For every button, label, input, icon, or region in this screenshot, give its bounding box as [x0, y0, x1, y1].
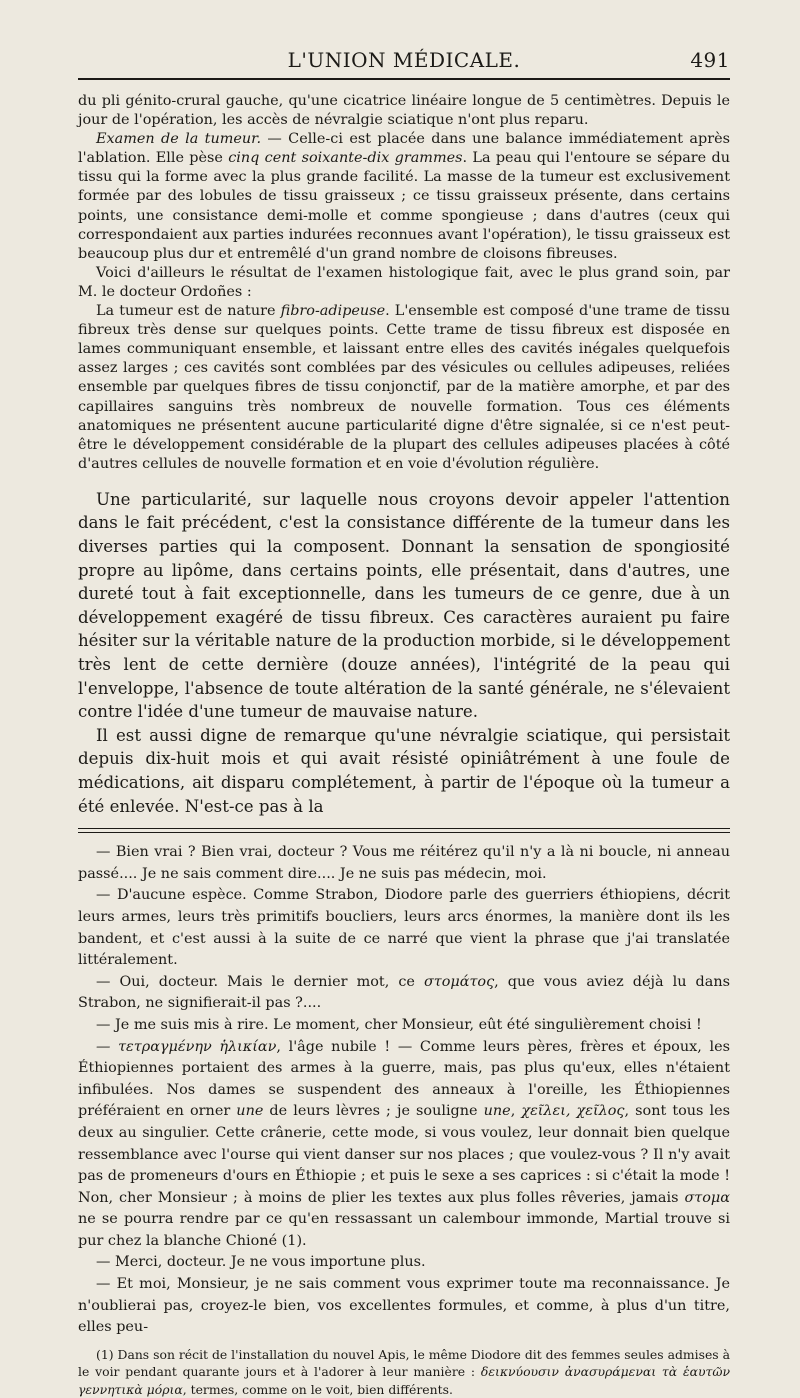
dialogue-paragraph: — D'aucune espèce. Comme Strabon, Diodore parle des guerriers éthiopiens, décrit leurs armes, leurs très primitifs boucliers, leurs arcs énormes, la manière dont ils les bandent, et c'est aussi à la suite de ce narré que vient la phrase que j'ai translatée littéralement. [78, 887, 730, 969]
running-title: L'UNION MÉDICALE. [287, 48, 521, 72]
dialogue-paragraph: — Oui, docteur. Mais le dernier mot, ce στομάτος, que vous aviez déjà lu dans Strabon, ne signifierait-il pas ?.... [78, 973, 730, 1012]
dialogue-paragraph: — τετραγμένην ἡλικίαν, l'âge nubile ! — Comme leurs pères, frères et époux, les Éthiopiennes portaient des armes à la guerre, mais, pas plus qu'eux, elles n'étaient infibulées. Nos dames se suspendent des anneaux à l'oreille, les Éthiopiennes préféraient en orner une de leurs lèvres ; je souligne une, χεῖλει, χεῖλος, sont tous les deux au singulier. Cette crânerie, cette mode, si vous voulez, leur donnait bien quelque ressemblance avec l'ourse qui vient danser sur nos places ; que voulez-vous ? Il n'y avait pas de promeneurs d'ours en Éthiopie ; et puis le sexe a ses caprices : si c'était la mode ! Non, cher Monsieur ; à moins de plier les textes aux plus folles rêveries, jamais στομα ne se pourra rendre par ce qu'en ressassant un calembour immonde, Martial trouve si pur chez la blanche Chioné (1). [78, 1038, 730, 1249]
dialogue-paragraph: — Bien vrai ? Bien vrai, docteur ? Vous me réitérez qu'il n'y a là ni boucle, ni anneau passé.... Je ne sais comment dire.... Je ne suis pas médecin, moi. [78, 844, 730, 882]
case-paragraph: Examen de la tumeur. — Celle-ci est placée dans une balance immédiatement après l'ablation. Elle pèse cinq cent soixante-dix grammes. La peau qui l'entoure se sépare du tissu qui la forme avec la plus grande facilité. La masse de la tumeur est exclusivement formée par des lobules de tissu graisseux ; ce tissu graisseux présente, dans certains points, une consistance demi-molle et comme spongieuse ; dans d'autres (ceux qui correspondaient aux parties indurées reconnues avant l'opération), le tissu graisseux est beaucoup plus dur et entremêlé d'un grand nombre de cloisons fibreuses. [78, 131, 730, 262]
dialogue-paragraph: — Je me suis mis à rire. Le moment, cher Monsieur, eût été singulièrement choisi ! [96, 1016, 702, 1033]
page-number: 491 [690, 48, 730, 72]
dialogue-paragraph: — Merci, docteur. Je ne vous importune plus. [96, 1254, 426, 1271]
page-header [78, 48, 730, 76]
case-paragraph: Voici d'ailleurs le résultat de l'examen histologique fait, avec le plus grand soin, par M. le docteur Ordoñes : [78, 264, 730, 300]
commentary [78, 488, 730, 818]
footnote-text: (1) Dans son récit de l'installation du nouvel Apis, le même Diodore dit des femmes seules admises à le voir pendant quarante jours et à l'adorer à leur manière : δεικνύουσιν ἀνασυράμεναι τὰ ἑαυτῶν γεννητικὰ μόρια, termes, comme on le voit, bien différents. [78, 1346, 730, 1397]
histology-paragraph: La tumeur est de nature fibro-adipeuse. L'ensemble est composé d'une trame de tissu fibreux très dense sur quelques points. Cette trame de tissu fibreux est disposée en lames communiquant ensemble, et laissant entre elles des cavités inégales quelquefois assez larges ; ces cavités sont comblées par des vésicules ou cellules adipeuses, reliées ensemble par quelques fibres de tissu conjonctif, par de la matière amorphe, et par des capillaires sanguins très nombreux de nouvelle formation. Tous ces éléments anatomiques ne présentent aucune particularité digne d'être signalée, si ce n'est peut-être le développement considérable de la plupart des cellules adipeuses placées à côté d'autres cellules de nouvelle formation et en voie d'évolution régulière. [78, 303, 730, 472]
footnote [78, 1346, 730, 1398]
feuilleton-rule [78, 828, 730, 833]
section-title: Examen de la tumeur. [96, 131, 262, 148]
case-report [78, 92, 730, 474]
header-rule [78, 78, 730, 80]
page [78, 48, 730, 1397]
commentary-paragraph: Une particularité, sur laquelle nous croyons devoir appeler l'attention dans le fait précédent, c'est la consistance différente de la tumeur dans les diverses parties qui la composent. Donnant la sensation de spongiosité propre au lipôme, dans certains points, elle présentait, dans d'autres, une dureté tout à fait exceptionnelle, dans les tumeurs de ce genre, due à un développement exagéré de tissu fibreux. Ces caractères auraient pu faire hésiter sur la véritable nature de la production morbide, si le développement très lent de cette dernière (douze années), l'intégrité de la peau qui l'enveloppe, l'absence de toute altération de la santé générale, ne s'élevaient contre l'idée d'une tumeur de mauvaise nature. [78, 489, 730, 722]
case-paragraph: du pli génito-crural gauche, qu'une cicatrice linéaire longue de 5 centimètres. Depuis le jour de l'opération, les accès de névralgie sciatique n'ont plus reparu. [78, 93, 730, 129]
feuilleton [78, 842, 730, 1339]
dialogue-paragraph: — Et moi, Monsieur, je ne sais comment vous exprimer toute ma reconnaissance. Je n'oublierai pas, croyez-le bien, vos excellentes formules, et comme, à plus d'un titre, elles peu- [78, 1276, 730, 1336]
commentary-paragraph: Il est aussi digne de remarque qu'une névralgie sciatique, qui persistait depuis dix-huit mois et qui avait résisté opiniâtrément à une foule de médications, ait disparu complétement, à partir de l'époque où la tumeur a été enlevée. N'est-ce pas à la [78, 725, 730, 816]
